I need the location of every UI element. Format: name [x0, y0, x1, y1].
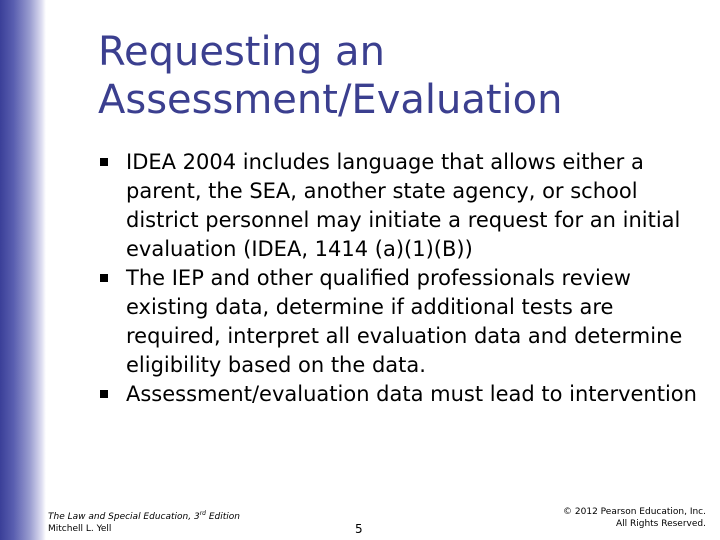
copyright-line: © 2012 Pearson Education, Inc. — [563, 507, 706, 517]
slide-title — [98, 28, 698, 124]
square-bullet-icon — [100, 390, 108, 398]
bullet-text: Assessment/evaluation data must lead to intervention — [126, 382, 697, 406]
footer-book-info — [48, 508, 240, 535]
title-line-2: Assessment/Evaluation — [98, 77, 563, 123]
book-title-text: The Law and Special Education, 3 — [48, 512, 200, 522]
title-line-1: Requesting an — [98, 29, 385, 75]
edition-superscript: rd — [199, 510, 206, 517]
square-bullet-icon — [100, 158, 108, 166]
bullet-list — [100, 148, 700, 409]
author-name: Mitchell L. Yell — [48, 524, 112, 534]
bullet-item — [100, 264, 700, 380]
page-number: 5 — [355, 522, 363, 536]
side-gradient-bar — [0, 0, 46, 540]
rights-line: All Rights Reserved. — [615, 519, 706, 529]
bullet-item — [100, 148, 700, 264]
footer-copyright — [563, 506, 706, 530]
bullet-text: IDEA 2004 includes language that allows either a parent, the SEA, another state agency, or school district personnel may initiate a request for an initial evaluation (IDEA, 1414 (a)(1)(B)) — [126, 150, 681, 261]
square-bullet-icon — [100, 274, 108, 282]
bullet-text: The IEP and other qualified professionals review existing data, determine if additional tests are required, interpret all evaluation data and determine eligibility based on the data. — [126, 266, 683, 377]
bullet-item — [100, 380, 700, 409]
edition-suffix: Edition — [205, 512, 240, 522]
book-title — [48, 508, 240, 523]
